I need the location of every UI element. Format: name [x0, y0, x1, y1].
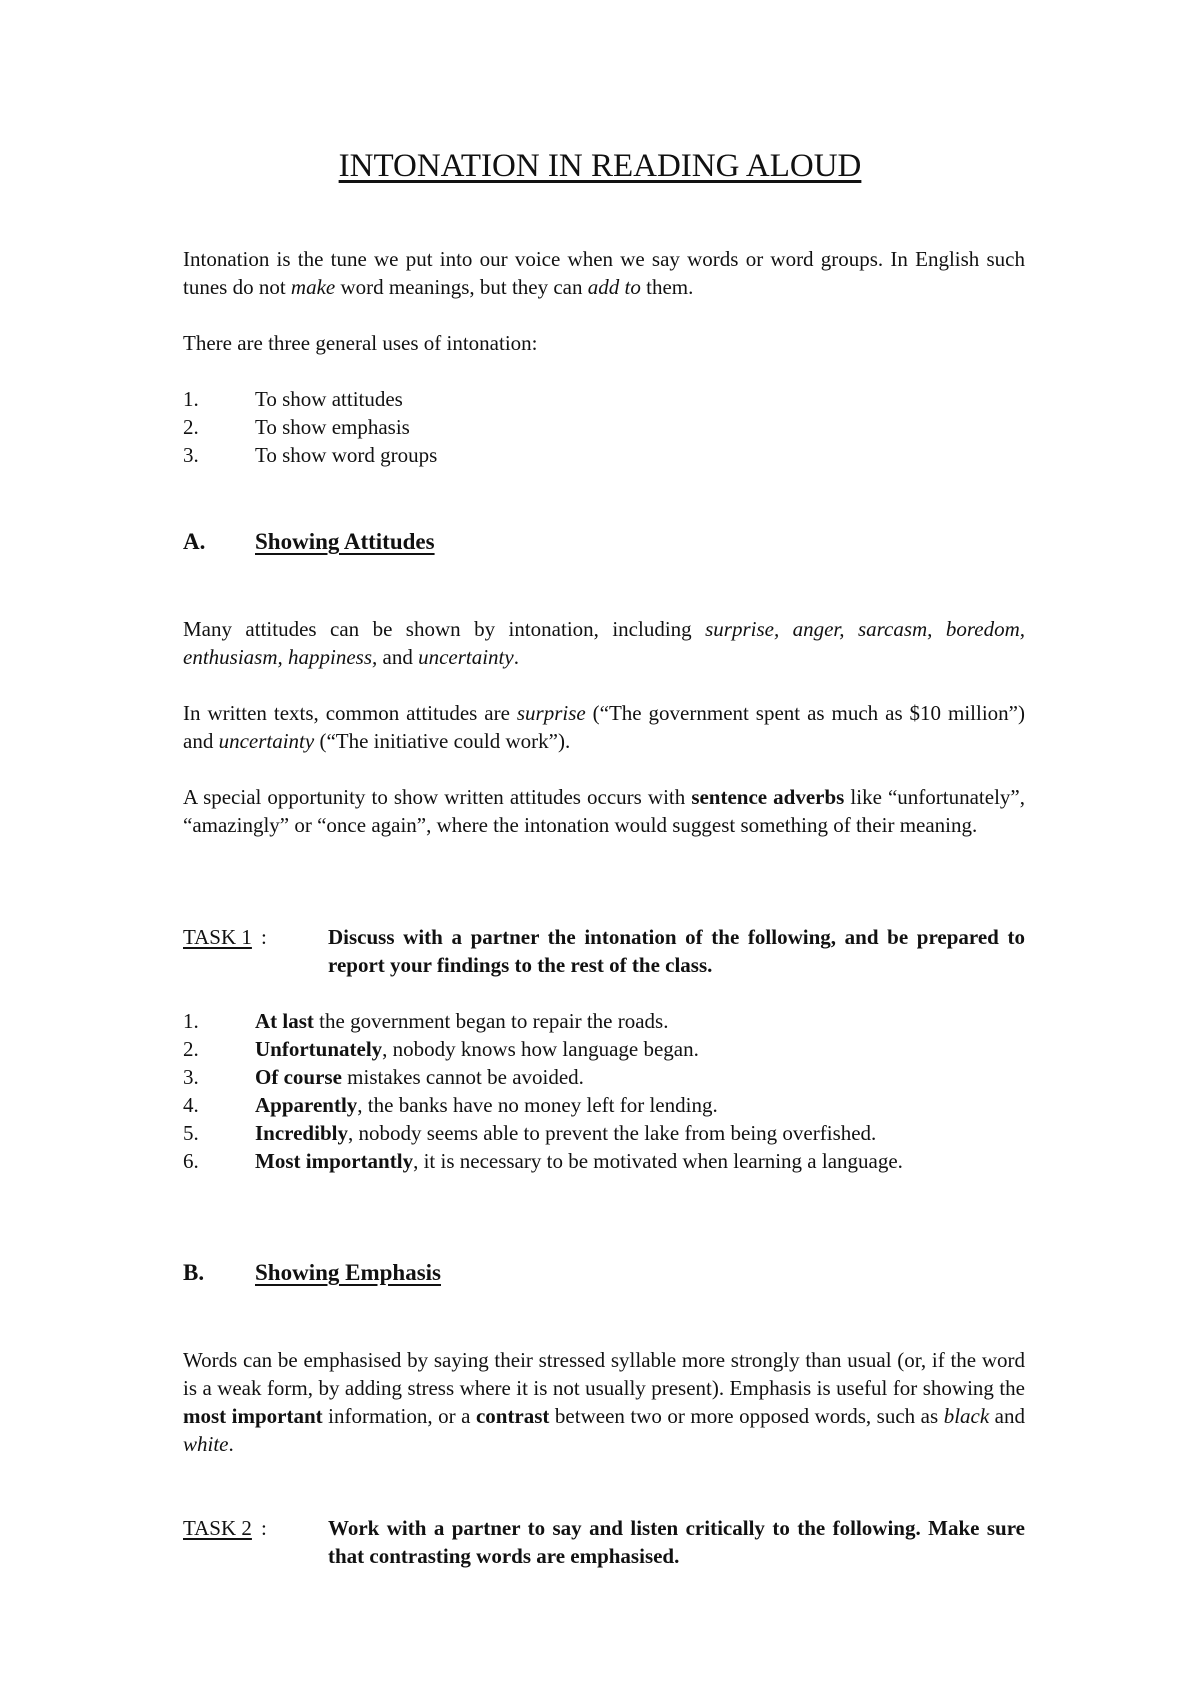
list-number: 2. — [183, 415, 199, 439]
task-label — [183, 1514, 252, 1542]
term-surprise: surprise — [516, 701, 586, 725]
sentence-adverbs-paragraph — [183, 783, 1025, 839]
task-label — [183, 923, 252, 951]
text-run: . — [228, 1432, 234, 1456]
task-instructions: Work with a partner to say and listen critically to the following. Make sure that contrasting words are emphasised. — [328, 1516, 1025, 1568]
attitude-uncertainty: uncertainty — [418, 645, 514, 669]
intro-paragraph — [183, 245, 1025, 301]
term-black: black — [943, 1404, 990, 1428]
task-1 — [183, 923, 1025, 979]
task-colon: : — [261, 925, 267, 949]
text-run: A special opportunity to show written attitudes occurs with — [183, 785, 692, 809]
text-run: between two or more opposed words, such as — [549, 1404, 944, 1428]
intro-text-c: them. — [640, 275, 694, 299]
adverb: At last — [255, 1009, 314, 1033]
list-item — [183, 385, 1025, 413]
list-text: To show word groups — [255, 443, 438, 467]
page-title: INTONATION IN READING ALOUD — [338, 148, 862, 184]
uses-intro: There are three general uses of intonation: — [183, 331, 538, 355]
text-run: information, or a — [322, 1404, 476, 1428]
section-a-heading — [183, 528, 1025, 558]
attitude-list: surprise, anger, sarcasm, boredom, enthusiasm, happiness, — [183, 617, 1025, 669]
section-title: Showing Emphasis — [255, 1260, 441, 1285]
task-instructions: Discuss with a partner the intonation of the following, and be prepared to report your findings to the rest of the class. — [328, 925, 1025, 977]
text-run: and — [377, 645, 419, 669]
list-number: 3. — [183, 443, 199, 467]
intro-text-b: word meanings, but they can — [335, 275, 588, 299]
list-number: 3. — [183, 1065, 199, 1089]
list-number: 5. — [183, 1121, 199, 1145]
list-item — [183, 413, 1025, 441]
text-run: (“The initiative could work”). — [314, 729, 571, 753]
sentence-rest: the government began to repair the roads. — [313, 1009, 669, 1033]
list-item — [183, 441, 1025, 469]
adverb: Apparently — [255, 1093, 358, 1117]
task-item — [183, 1147, 1025, 1175]
list-text — [255, 1119, 876, 1147]
adverb: Most importantly — [255, 1149, 414, 1173]
list-number: 1. — [183, 1009, 199, 1033]
sentence-rest: , it is necessary to be motivated when learning a language. — [413, 1149, 903, 1173]
list-text — [255, 1091, 718, 1119]
sentence-rest: , nobody knows how language began. — [382, 1037, 699, 1061]
task-item — [183, 1119, 1025, 1147]
adverb: Unfortunately — [255, 1037, 383, 1061]
task-colon: : — [261, 1516, 267, 1540]
text-run: (“The government spent as much as $10 million”) and — [183, 701, 1025, 753]
task-2 — [183, 1514, 1025, 1570]
text-run: . — [513, 645, 519, 669]
text-run: Words can be emphasised by saying their stressed syllable more strongly than usual (or, if the word is a weak form, by adding stress where it is not usually present). Emphasis is useful for showing the — [183, 1348, 1025, 1400]
task-item — [183, 1063, 1025, 1091]
list-number: 4. — [183, 1093, 199, 1117]
sentence-rest: mistakes cannot be avoided. — [341, 1065, 584, 1089]
emphasis-paragraph — [183, 1346, 1025, 1458]
list-text: To show emphasis — [255, 415, 410, 439]
list-number: 6. — [183, 1149, 199, 1173]
text-run: and — [989, 1404, 1026, 1428]
list-text — [255, 1035, 699, 1063]
term-uncertainty: uncertainty — [218, 729, 315, 753]
attitudes-paragraph — [183, 615, 1025, 671]
list-number: 2. — [183, 1037, 199, 1061]
task-item — [183, 1035, 1025, 1063]
term-contrast: contrast — [475, 1404, 550, 1428]
task-item — [183, 1007, 1025, 1035]
sentence-rest: , nobody seems able to prevent the lake from being overfished. — [347, 1121, 877, 1145]
task-item — [183, 1091, 1025, 1119]
intro-text-make: make — [290, 275, 336, 299]
intro-text-a: Intonation is the tune we put into our voice when we say words or word groups. In English such tunes do not — [183, 247, 1025, 299]
sentence-rest: , the banks have no money left for lending. — [357, 1093, 718, 1117]
list-text — [255, 1147, 903, 1175]
list-text — [255, 1063, 584, 1091]
task-label-text: TASK 1 — [183, 925, 252, 949]
list-number: 1. — [183, 387, 199, 411]
term-white: white — [183, 1432, 229, 1456]
intro-text-add: add to — [587, 275, 641, 299]
list-text: To show attitudes — [255, 387, 403, 411]
text-run: In written texts, common attitudes are — [183, 701, 517, 725]
term-most-important: most important — [183, 1404, 323, 1428]
section-b-heading — [183, 1259, 1025, 1289]
section-letter: B. — [183, 1260, 205, 1285]
term-sentence-adverbs: sentence adverbs — [691, 785, 845, 809]
written-texts-paragraph — [183, 699, 1025, 755]
section-letter: A. — [183, 529, 206, 554]
section-title: Showing Attitudes — [255, 529, 435, 554]
adverb: Of course — [255, 1065, 342, 1089]
text-run: like “unfortunately”, “amazingly” or “once again”, where the intonation would suggest something of their meaning. — [183, 785, 1025, 837]
task-label-text: TASK 2 — [183, 1516, 252, 1540]
adverb: Incredibly — [255, 1121, 348, 1145]
list-text — [255, 1007, 668, 1035]
text-run: Many attitudes can be shown by intonation, including — [183, 617, 706, 641]
